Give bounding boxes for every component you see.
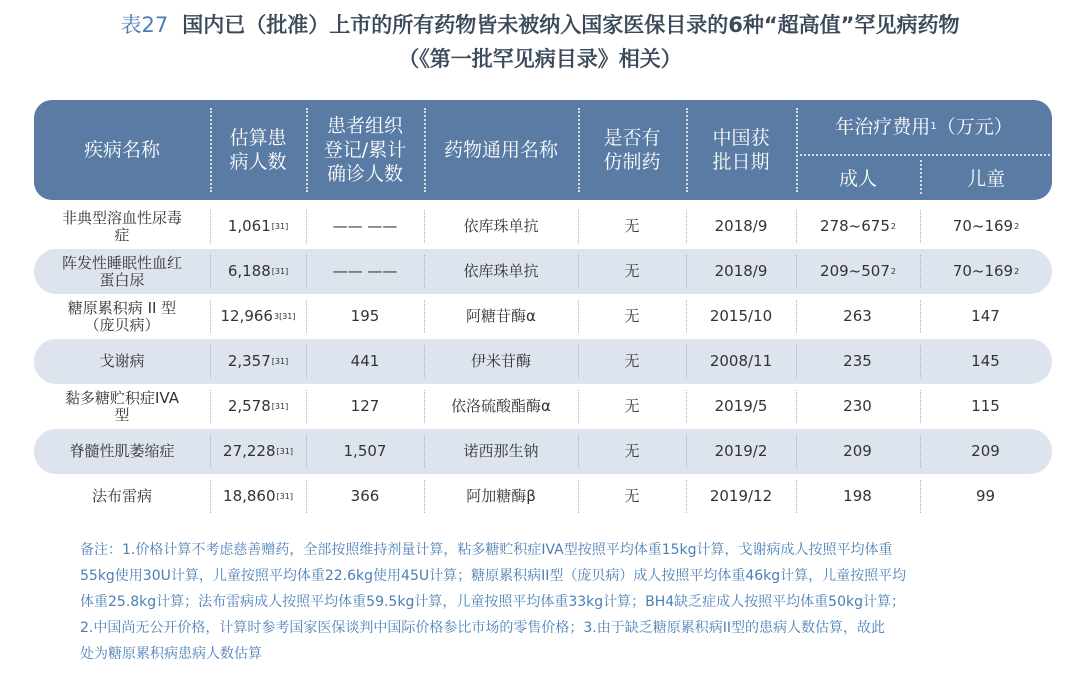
footnote-line: 体重25.8kg计算；法布雷病成人按照平均体重59.5kg计算，儿童按照平均体重33kg计算；BH4缺乏症成人按照平均体重50kg计算； [80,594,905,610]
column-divider [578,435,579,468]
cell-adult-text: 209~507 [820,262,890,280]
cell-registered [306,204,424,249]
cell-child-text: 145 [971,352,1000,370]
column-divider [210,480,211,513]
cell-disease-text: 糖原累积病 II 型（庞贝病） [67,298,177,334]
cell-date [686,339,796,384]
cell-child-text: 147 [971,307,1000,325]
cell-footnote-ref: 2 [1014,267,1020,276]
table-title [0,8,1080,76]
cell-adult [796,384,920,429]
header-registered-label: 患者组织登记/累计确诊人数 [323,115,407,185]
cell-drug-text: 伊米苷酶 [470,352,531,370]
cell-registered [306,384,424,429]
cell-patients [210,204,306,249]
table-row [34,204,1052,249]
cell-disease [34,429,210,474]
column-divider [424,255,425,288]
cell-generic [578,384,686,429]
cell-date [686,204,796,249]
header-disease [34,100,210,200]
column-divider [796,435,797,468]
cell-drug [424,339,578,384]
cell-registered-text: 127 [350,397,380,415]
cell-generic-text: 无 [624,262,640,280]
column-divider [578,390,579,423]
column-divider [424,390,425,423]
table-row [34,474,1052,519]
cell-registered-text: —— —— [332,217,398,235]
cell-generic [578,249,686,294]
cell-patients [210,474,306,519]
header-patients [210,100,306,200]
cell-child-text: 209 [971,442,1000,460]
footnote-line: 55kg使用30U计算，儿童按照平均体重22.6kg使用45U计算；糖原累积病II型（庞贝病）成人按照平均体重46kg计算，儿童按照平均 [80,568,907,584]
cell-date [686,474,796,519]
cell-adult [796,249,920,294]
column-divider [578,300,579,333]
column-divider [306,255,307,288]
cell-child [920,384,1052,429]
cell-drug-text: 依库珠单抗 [463,217,539,235]
column-divider [210,210,211,243]
header-drug [424,100,578,200]
cell-date-text: 2018/9 [714,262,768,280]
cell-registered [306,429,424,474]
cell-drug [424,429,578,474]
cell-patients [210,339,306,384]
column-divider [796,255,797,288]
cell-registered [306,339,424,384]
table-body [34,204,1052,519]
column-divider [686,210,687,243]
column-divider [686,390,687,423]
cell-footnote-ref: [31] [271,222,289,231]
cell-generic-text: 无 [624,487,640,505]
cell-patients-text: 27,228 [223,442,276,460]
header-drug-label: 药物通用名称 [443,139,558,161]
cell-adult-text: 278~675 [820,217,890,235]
header-patients-label: 估算患病人数 [229,127,287,173]
cell-date-text: 2008/11 [709,352,773,370]
cell-date-text: 2018/9 [714,217,768,235]
cell-drug [424,474,578,519]
cell-generic-text: 无 [624,442,640,460]
cell-generic-text: 无 [624,397,640,415]
cell-drug-text: 依洛硫酸酯酶α [451,397,551,415]
cell-generic [578,204,686,249]
cell-disease-text: 戈谢病 [99,352,145,370]
cell-footnote-ref: [31] [276,447,293,456]
cell-adult [796,474,920,519]
cell-patients-text: 2,357 [227,352,271,370]
cell-date-text: 2015/10 [709,307,773,325]
cell-generic [578,339,686,384]
cell-disease-text: 黏多糖贮积症IVA型 [65,388,179,424]
column-divider [578,480,579,513]
cell-disease [34,249,210,294]
column-divider [306,435,307,468]
cell-patients [210,249,306,294]
cell-registered [306,294,424,339]
cell-registered-text: 366 [350,487,380,505]
cell-drug-text: 阿加糖酶β [466,487,536,505]
cell-footnote-ref: 3[31] [273,312,296,321]
cell-footnote-ref: [31] [271,267,289,276]
column-divider [920,255,921,288]
column-divider [686,480,687,513]
cell-drug [424,294,578,339]
cell-registered [306,474,424,519]
cell-disease-text: 脊髓性肌萎缩症 [69,442,175,460]
title-line-2: （《第一批罕见病目录》相关） [398,47,682,71]
column-divider [306,480,307,513]
cell-child-text: 115 [971,397,1000,415]
column-divider [796,345,797,378]
header-cost-unit: （万元） [936,116,1013,138]
cell-disease-text: 非典型溶血性尿毒症 [62,208,183,244]
column-divider [796,300,797,333]
cell-child [920,474,1052,519]
cell-child [920,294,1052,339]
cell-adult [796,204,920,249]
cell-registered-text: 1,507 [343,442,387,460]
footnote-line: 2.中国尚无公开价格，计算时参考国家医保谈判中国际价格参比市场的零售价格；3.由于缺乏糖原累积病II型的患病人数估算，故此 [80,620,885,636]
cell-date-text: 2019/12 [709,487,773,505]
cell-footnote-ref: 2 [1014,222,1020,231]
table-number: 表27 [120,13,169,37]
header-child [920,154,1052,200]
cell-generic-text: 无 [624,307,640,325]
cell-adult [796,294,920,339]
cell-adult-text: 230 [843,397,872,415]
column-divider [424,300,425,333]
cell-drug-text: 阿糖苷酶α [466,307,536,325]
column-divider [686,300,687,333]
column-divider [210,435,211,468]
column-divider [920,390,921,423]
footnote-line: 备注：1.价格计算不考虑慈善赠药，全部按照维持剂量计算，粘多糖贮积症IVA型按照平均体重15kg计算，戈谢病成人按照平均体重 [80,542,893,558]
cell-drug-text: 诺西那生钠 [463,442,539,460]
cell-registered-text: 195 [350,307,380,325]
cell-patients-text: 18,860 [223,487,276,505]
cell-date-text: 2019/2 [714,442,768,460]
cell-disease [34,339,210,384]
cell-generic [578,294,686,339]
title-text: 国内已（批准）上市的所有药物皆未被纳入国家医保目录的6种“超高值”罕见病药物 [182,13,960,37]
title-line-1 [0,8,1080,42]
column-divider [578,345,579,378]
cell-disease [34,294,210,339]
footnotes [80,537,1020,667]
cell-adult [796,429,920,474]
footnote-line: 处为糖原累积病患病人数估算 [80,646,262,662]
column-divider [306,210,307,243]
cell-patients [210,294,306,339]
cell-disease-text: 法布雷病 [91,487,152,505]
header-adult-label: 成人 [838,167,877,190]
data-table [34,100,1052,519]
header-approval [686,100,796,200]
table-row [34,249,1052,294]
cell-registered [306,249,424,294]
header-cost-label: 年治疗费用 [835,116,931,138]
cell-patients-text: 1,061 [227,217,271,235]
table-row [34,339,1052,384]
header-registered [306,100,424,200]
cell-disease [34,204,210,249]
column-divider [210,300,211,333]
cell-child-text: 99 [975,487,996,505]
cell-generic-text: 无 [624,352,640,370]
column-divider [210,390,211,423]
column-divider [686,255,687,288]
cell-generic [578,474,686,519]
header-generic-label: 是否有仿制药 [603,127,661,173]
column-divider [210,255,211,288]
cell-patients [210,384,306,429]
table-header [34,100,1052,200]
cell-registered-text: 441 [350,352,380,370]
cell-drug [424,204,578,249]
cell-generic [578,429,686,474]
cell-footnote-ref: 2 [890,222,896,231]
header-adult [796,154,920,200]
cell-drug [424,384,578,429]
header-child-label: 儿童 [966,167,1005,190]
column-divider [210,345,211,378]
column-divider [686,435,687,468]
cell-footnote-ref: [31] [276,492,293,501]
cell-registered-text: —— —— [332,262,398,280]
cell-date [686,294,796,339]
cell-generic-text: 无 [624,217,640,235]
table-row [34,294,1052,339]
cell-footnote-ref: 2 [890,267,896,276]
cell-disease-text: 阵发性睡眠性血红蛋白尿 [62,253,183,289]
cell-child [920,429,1052,474]
cell-date [686,429,796,474]
cell-disease [34,474,210,519]
cell-patients-text: 2,578 [227,397,271,415]
cell-date-text: 2019/5 [714,397,768,415]
column-divider [920,300,921,333]
column-divider [920,345,921,378]
cell-adult-text: 198 [843,487,872,505]
cell-child [920,339,1052,384]
header-cost-footnote: 1 [930,121,937,132]
cell-footnote-ref: [31] [271,402,289,411]
column-divider [578,255,579,288]
cell-drug-text: 依库珠单抗 [463,262,539,280]
header-approval-label: 中国获批日期 [712,127,770,173]
cell-adult-text: 263 [843,307,872,325]
column-divider [796,480,797,513]
column-divider [306,345,307,378]
cell-disease [34,384,210,429]
table-row [34,429,1052,474]
column-divider [920,435,921,468]
cell-child-text: 70~169 [952,217,1014,235]
cell-adult-text: 235 [843,352,872,370]
cell-child-text: 70~169 [952,262,1014,280]
column-divider [686,345,687,378]
column-divider [424,345,425,378]
column-divider [424,210,425,243]
cell-patients-text: 12,966 [220,307,273,325]
cell-patients [210,429,306,474]
column-divider [424,480,425,513]
column-divider [920,210,921,243]
column-divider [424,435,425,468]
column-divider [306,300,307,333]
cell-child [920,249,1052,294]
cell-drug [424,249,578,294]
cell-child [920,204,1052,249]
header-generic [578,100,686,200]
table-row [34,384,1052,429]
cell-date [686,249,796,294]
cell-adult-text: 209 [843,442,872,460]
header-cost [796,100,1052,154]
header-disease-label: 疾病名称 [83,139,160,161]
column-divider [796,390,797,423]
column-divider [306,390,307,423]
cell-adult [796,339,920,384]
cell-footnote-ref: [31] [271,357,289,366]
column-divider [578,210,579,243]
cell-patients-text: 6,188 [227,262,271,280]
cell-date [686,384,796,429]
column-divider [920,480,921,513]
column-divider [796,210,797,243]
